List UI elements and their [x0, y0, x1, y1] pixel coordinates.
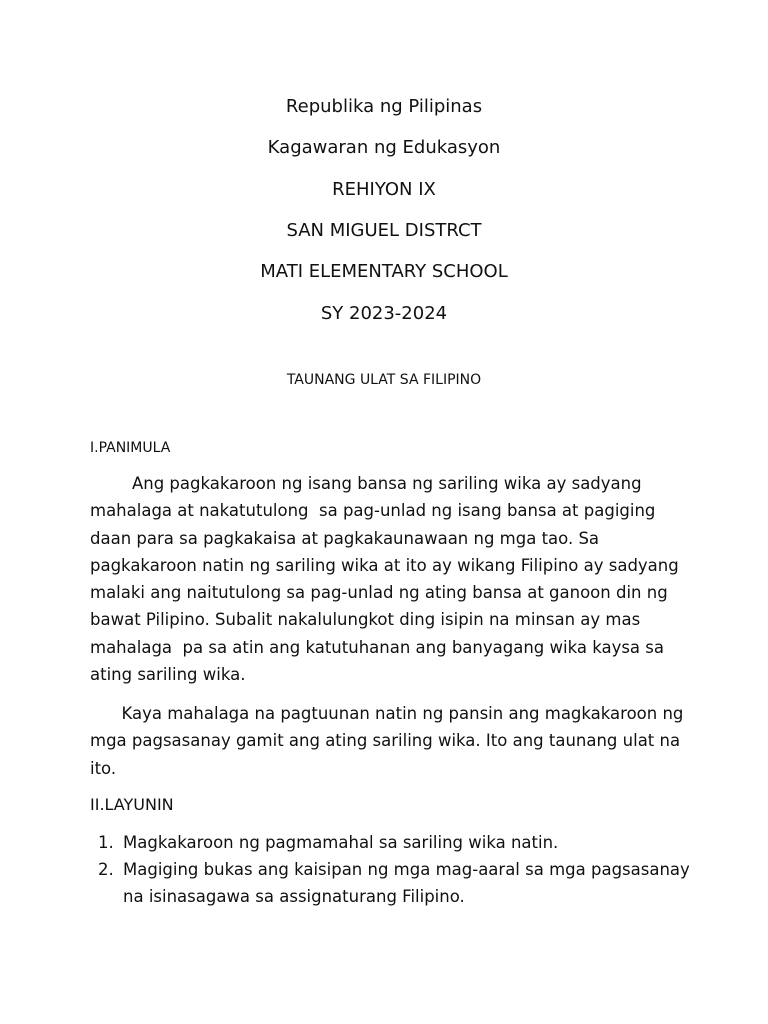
header-school-year: SY 2023-2024 — [320, 303, 448, 324]
introduction-paragraph-1 — [90, 470, 680, 688]
header-region: REHIYON IX — [332, 179, 436, 200]
list-number: 2. — [98, 860, 114, 879]
paragraph-line: malaki ang naitutulong sa pag-unlad ng ating bansa at ganoon din ng — [90, 583, 668, 603]
list-number: 1. — [98, 833, 114, 852]
report-title: TAUNANG ULAT SA FILIPINO — [286, 372, 482, 388]
paragraph-line: Ang pagkakaroon ng isang bansa ng sariling wika ay sadyang — [90, 474, 642, 493]
section-heading-introduction: I.PANIMULA — [90, 440, 171, 456]
header-republic: Republika ng Pilipinas — [285, 96, 483, 117]
header-department: Kagawaran ng Edukasyon — [267, 137, 501, 158]
paragraph-line: mahalaga pa sa atin ang katutuhanan ang banyagang wika kaysa sa — [90, 637, 664, 657]
list-item-text: na isinasagawa sa assignaturang Filipino. — [123, 887, 465, 907]
paragraph-line: pagkakaroon natin ng sariling wika at ito ay wikang Filipino ay sadyang — [90, 555, 679, 575]
paragraph-line: mga pagsasanay gamit ang ating sariling wika. Ito ang taunang ulat na — [90, 731, 681, 751]
paragraph-line: mahalaga at nakatutulong sa pag-unlad ng isang bansa at pagiging — [90, 501, 656, 521]
introduction-paragraph-2 — [90, 700, 684, 782]
section-heading-objectives: II.LAYUNIN — [90, 795, 174, 814]
paragraph-line: bawat Pilipino. Subalit nakalulungkot ding isipin na minsan ay mas — [90, 610, 641, 630]
paragraph-line: ating sariling wika. — [90, 665, 246, 685]
header-district: SAN MIGUEL DISTRCT — [286, 220, 482, 241]
list-item-text: Magiging bukas ang kaisipan ng mga mag-aaral sa mga pagsasanay — [123, 860, 690, 879]
list-item-text: Magkakaroon ng pagmamahal sa sariling wika natin. — [123, 833, 559, 852]
paragraph-line: daan para sa pagkakaisa at pagkakaunawaan ng mga tao. Sa — [90, 528, 600, 548]
header-school: MATI ELEMENTARY SCHOOL — [260, 261, 508, 282]
paragraph-line: ito. — [90, 758, 117, 778]
paragraph-line: Kaya mahalaga na pagtuunan natin ng pansin ang magkakaroon ng — [90, 704, 684, 723]
